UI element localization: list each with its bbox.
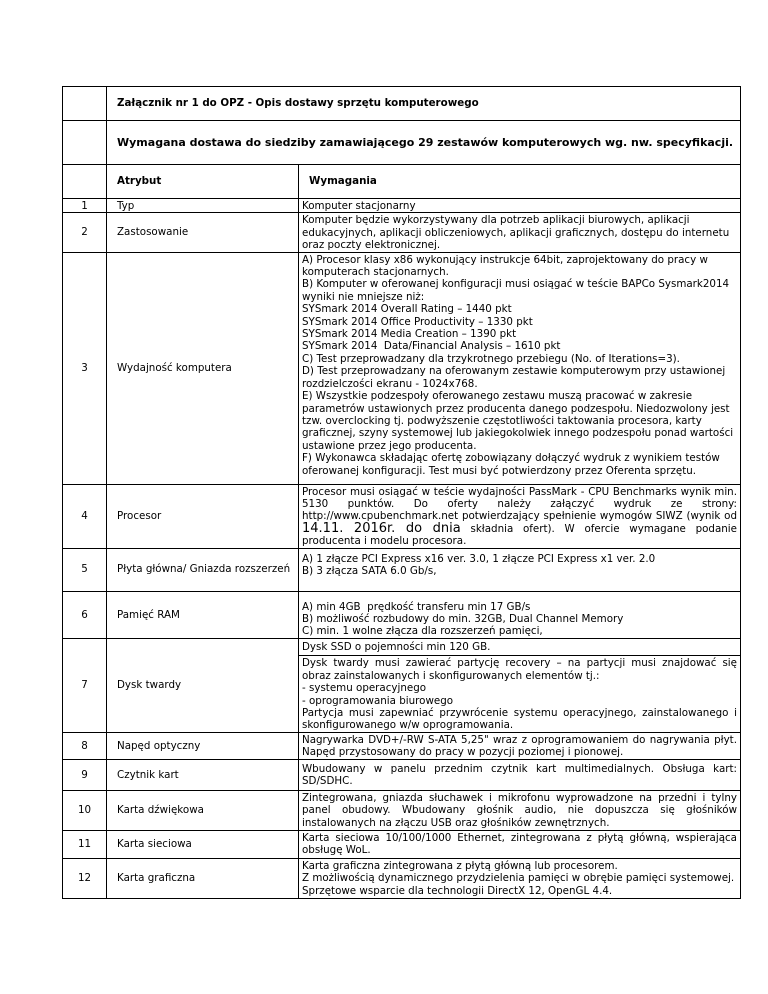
requirement-line: SYSmark 2014 Media Creation – 1390 pkt	[302, 328, 517, 341]
requirement-line: C) min. 1 wolne złącza dla rozszerzeń pamięci,	[302, 625, 543, 638]
column-header-requirements: Wymagania	[299, 165, 741, 199]
requirement-line: Dysk twardy musi zawierać partycję recovery – na partycji musi znajdować się obraz zainstalowanych i skonfigurowanych elementów tj.:	[302, 657, 741, 682]
requirement-line: A) Procesor klasy x86 wykonujący instrukcje 64bit, zaprojektowany do pracy w komputerach stacjonarnych.	[302, 253, 712, 279]
row-requirements	[299, 638, 741, 732]
row-number: 5	[63, 548, 107, 591]
row-number: 3	[63, 252, 107, 484]
row-requirements	[299, 213, 741, 252]
row-requirements	[299, 252, 741, 484]
requirement-line: D) Test przeprowadzany na oferowanym zestawie komputerowym przy ustawionej rozdzielczości ekranu - 1024x768.	[302, 365, 729, 390]
row-attribute: Wydajność komputera	[107, 252, 299, 484]
table-row	[63, 252, 741, 484]
row-number: 9	[63, 759, 107, 790]
table-row	[63, 638, 741, 732]
row-attribute: Typ	[107, 199, 299, 213]
row-requirements	[299, 732, 741, 759]
requirement-line: Wbudowany w panelu przednim czytnik kart multimedialnych. Obsługa kart: SD/SDHC.	[302, 762, 737, 788]
row-attribute: Karta graficzna	[107, 858, 299, 898]
requirement-line: B) 3 złącza SATA 6.0 Gb/s,	[302, 565, 437, 578]
empty-cell	[63, 87, 107, 121]
specification-table	[62, 86, 741, 899]
requirement-line: - oprogramowania biurowego	[302, 694, 454, 707]
row-attribute: Czytnik kart	[107, 759, 299, 790]
row-attribute: Napęd optyczny	[107, 732, 299, 759]
requirement-line: SYSmark 2014 Overall Rating – 1440 pkt	[302, 303, 512, 316]
table-row	[63, 199, 741, 213]
row-requirements	[299, 759, 741, 790]
requirement-line: A) min 4GB prędkość transferu min 17 GB/s	[302, 600, 531, 613]
requirement-text: Procesor musi osiągać w teście wydajności PassMark - CPU Benchmarks wynik min. 5130 punktów. Do oferty należy załączyć wydruk ze strony: http://www.cpubenchmark.net potwierdzający spełnienie wymogów SIWZ (wynik od	[302, 485, 737, 523]
row-requirements	[299, 591, 741, 638]
row-requirements	[299, 548, 741, 591]
row-number: 8	[63, 732, 107, 759]
table-row	[63, 732, 741, 759]
requirement-text: składnia ofert). W ofercie wymagane podanie producenta i modelu procesora.	[302, 522, 737, 548]
requirement-line: B) Komputer w oferowanej konfiguracji musi osiągać w teście BAPCo Sysmark2014 wyniki nie mniejsze niż:	[302, 278, 733, 303]
requirement-line: Zintegrowana, gniazda słuchawek i mikrofonu wyprowadzone na przedni i tylny panel obudowy. Wbudowany głośnik audio, nie dopuszcza się głośników instalowanych na złączu USB oraz głośników zewnętrznych.	[302, 791, 737, 829]
row-number: 7	[63, 638, 107, 732]
row-requirements	[299, 858, 741, 898]
header-row	[63, 165, 741, 199]
empty-cell	[63, 121, 107, 165]
row-requirements	[299, 830, 741, 858]
table-row	[63, 830, 741, 858]
requirement-line: Karta sieciowa 10/100/1000 Ethernet, zintegrowana z płytą główną, wspierająca obsługę WoL.	[302, 831, 737, 857]
row-attribute: Zastosowanie	[107, 213, 299, 252]
requirement-line: F) Wykonawca składając ofertę zobowiązany dołączyć wydruk z wynikiem testów oferowanej konfiguracji. Test musi być potwierdzony przez Oferenta sprzętu.	[302, 452, 724, 477]
row-attribute: Dysk twardy	[107, 638, 299, 732]
row-requirements	[299, 199, 741, 213]
delivery-row	[63, 121, 741, 165]
row-attribute: Karta dźwiękowa	[107, 790, 299, 830]
table-row	[63, 790, 741, 830]
table-row	[63, 759, 741, 790]
requirement-line: Nagrywarka DVD+/-RW S-ATA 5,25" wraz z oprogramowaniem do nagrywania płyt. Napęd przystosowany do pracy w pozycji poziomej i pionowej.	[302, 733, 737, 759]
row-number: 11	[63, 830, 107, 858]
row-attribute: Płyta główna/ Gniazda rozszerzeń	[107, 548, 299, 591]
row-number: 12	[63, 858, 107, 898]
row-number: 4	[63, 484, 107, 548]
requirement-line: - systemu operacyjnego	[302, 682, 427, 695]
date-range-text: 14.11. 2016r. do dnia	[302, 520, 461, 536]
row-requirements	[299, 484, 741, 548]
requirement-line: Komputer stacjonarny	[302, 200, 416, 212]
requirement-line: Partycja musi zapewniać przywrócenie systemu operacyjnego, zainstalowanego i skonfigurowanego w/w oprogramowania.	[302, 706, 741, 732]
requirement-line: E) Wszystkie podzespoły oferowanego zestawu muszą pracować w zakresie parametrów ustawionych przez producenta danego podzespołu. Niedozwolony jest tzw. overclocking tj. podwyższenie częstotliwości taktowania procesora, karty graficznej, szyny systemowej lub jakiegokolwiek innego podzespołu ponad wartości ustawione przez jego producenta.	[302, 390, 737, 452]
row-requirements	[299, 790, 741, 830]
row-attribute: Karta sieciowa	[107, 830, 299, 858]
row-attribute: Procesor	[107, 484, 299, 548]
table-row	[63, 591, 741, 638]
row-attribute: Pamięć RAM	[107, 591, 299, 638]
table-row	[63, 213, 741, 252]
table-row	[63, 484, 741, 548]
requirement-line: B) możliwość rozbudowy do min. 32GB, Dual Channel Memory	[302, 613, 624, 626]
ssd-requirement: Dysk SSD o pojemności min 120 GB.	[299, 639, 740, 656]
row-number: 10	[63, 790, 107, 830]
requirement-line: SYSmark 2014 Office Productivity – 1330 pkt	[302, 315, 533, 328]
requirement-line: Karta graficzna zintegrowana z płytą główną lub procesorem.	[302, 859, 618, 872]
requirement-line: Sprzętowe wsparcie dla technologii DirectX 12, OpenGL 4.4.	[302, 884, 613, 897]
requirement-line: C) Test przeprowadzany dla trzykrotnego przebiegu (No. of Iterations=3).	[302, 352, 680, 365]
title-row	[63, 87, 741, 121]
recovery-requirements	[299, 656, 740, 731]
row-number: 2	[63, 213, 107, 252]
requirement-line: Komputer będzie wykorzystywany dla potrzeb aplikacji biurowych, aplikacji edukacyjnych, aplikacji obliczeniowych, aplikacji graficznych, dostępu do internetu oraz poczty elektronicznej.	[302, 214, 733, 252]
delivery-requirement: Wymagana dostawa do siedziby zamawiającego 29 zestawów komputerowych wg. nw. specyfikacji.	[107, 121, 741, 165]
row-number: 6	[63, 591, 107, 638]
requirement-line: SYSmark 2014 Data/Financial Analysis – 1610 pkt	[302, 340, 561, 353]
empty-cell	[63, 165, 107, 199]
table-row	[63, 858, 741, 898]
requirement-line: A) 1 złącze PCI Express x16 ver. 3.0, 1 złącze PCI Express x1 ver. 2.0	[302, 552, 656, 565]
column-header-attribute: Atrybut	[107, 165, 299, 199]
row-number: 1	[63, 199, 107, 213]
document-title: Załącznik nr 1 do OPZ - Opis dostawy sprzętu komputerowego	[107, 87, 741, 121]
table-row	[63, 548, 741, 591]
requirement-line: Z możliwością dynamicznego przydzielenia pamięci w obrębie pamięci systemowej.	[302, 872, 735, 885]
